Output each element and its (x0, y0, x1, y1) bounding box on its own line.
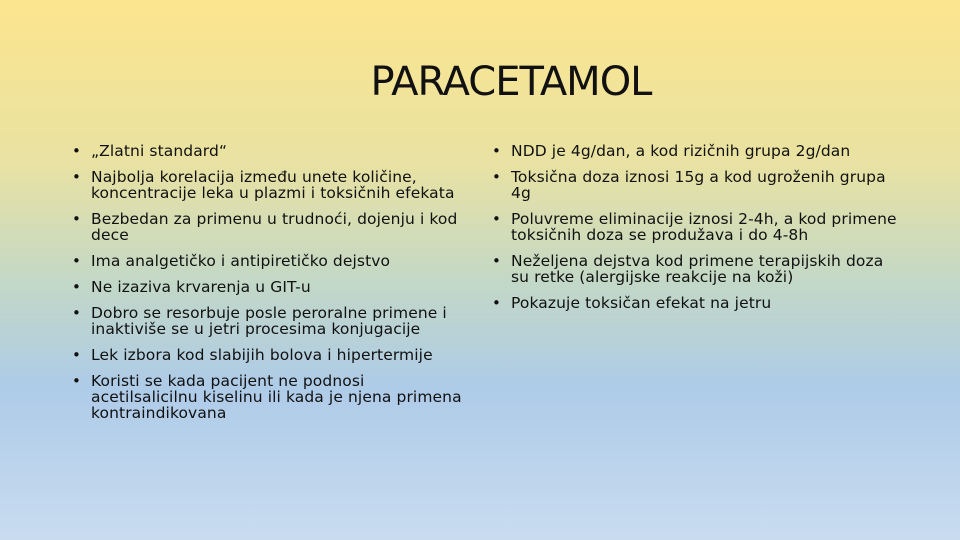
bullet-item: • Bezbedan za primenu u trudnoći, dojenju i kod dece (72, 211, 472, 243)
bullet-item: • Lek izbora kod slabijih bolova i hipertermije (72, 347, 472, 363)
bullet-item: • Najbolja korelacija između unete količine, koncentracije leka u plazmi i toksičnih efekata (72, 169, 472, 201)
bullet-item: • Dobro se resorbuje posle peroralne primene i inaktiviše se u jetri procesima konjugacije (72, 305, 472, 337)
left-bullet-list (72, 143, 472, 431)
bullet-item: • Ima analgetičko i antipiretičko dejstvo (72, 253, 472, 269)
bullet-item: • Neželjena dejstva kod primene terapijskih doza su retke (alergijske reakcije na koži) (492, 253, 897, 285)
bullet-item: • Koristi se kada pacijent ne podnosi acetilsalicilnu kiselinu ili kada je njena primena kontraindikovana (72, 373, 472, 421)
bullet-item: • Ne izaziva krvarenja u GIT-u (72, 279, 472, 295)
bullet-item: • „Zlatni standard“ (72, 143, 472, 159)
bullet-item: • Toksična doza iznosi 15g a kod ugroženih grupa 4g (492, 169, 897, 201)
slide-title: PARACETAMOL (370, 59, 652, 105)
right-bullet-list (492, 143, 897, 321)
bullet-item: • Pokazuje toksičan efekat na jetru (492, 295, 897, 311)
bullet-item: • Poluvreme eliminacije iznosi 2-4h, a kod primene toksičnih doza se produžava i do 4-8h (492, 211, 897, 243)
bullet-item: • NDD je 4g/dan, a kod rizičnih grupa 2g/dan (492, 143, 897, 159)
